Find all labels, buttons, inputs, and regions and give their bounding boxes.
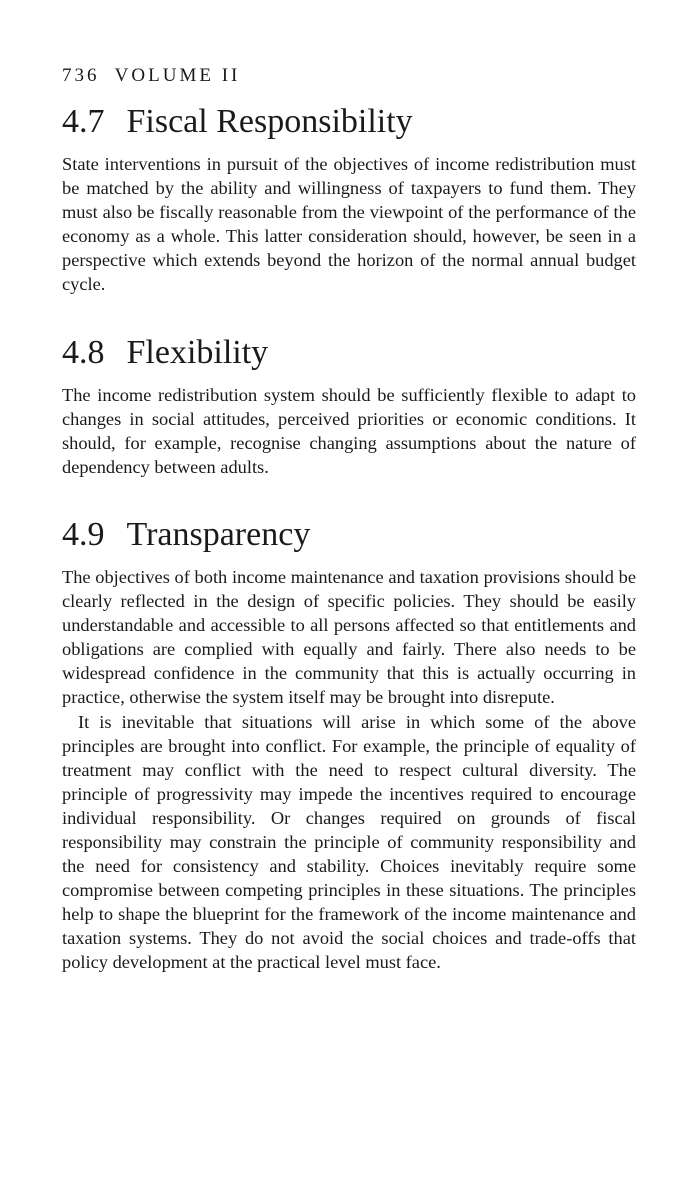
paragraph: The objectives of both income maintenance and taxation provisions should be clearly reflected in the design of specific policies. They should be easily understandable and accessible to all persons affected so that entitlements and obligations are complied with equally and fairly. There also needs to be widespread confidence in the community that this is actually occurring in practice, otherwise the system itself may be brought into disrepute. <box>62 566 636 708</box>
section-title: Transparency <box>126 515 311 553</box>
page-number: 736 <box>62 65 100 86</box>
section-heading <box>62 515 636 555</box>
paragraph: State interventions in pursuit of the objectives of income redistribution must be matched by the ability and willingness of taxpayers to fund them. They must also be fiscally reasonable from the viewpoint of the performance of the economy as a whole. This latter consideration should, however, be seen in a perspective which extends beyond the horizon of the normal annual budget cycle. <box>62 154 636 295</box>
volume-label: VOLUME II <box>114 65 241 86</box>
section-number: 4.7 <box>62 103 105 140</box>
section-title: Flexibility <box>126 333 269 371</box>
paragraph: The income redistribution system should be sufficiently flexible to adapt to changes in social attitudes, perceived priorities or economic conditions. It should, for example, recognise changing assumptions about the nature of dependency between adults. <box>62 384 636 477</box>
section-heading <box>62 102 636 142</box>
running-head <box>62 64 636 88</box>
section-title: Fiscal Responsibility <box>126 103 413 140</box>
section-fiscal-responsibility <box>62 102 636 297</box>
document-page <box>62 64 636 975</box>
section-heading <box>62 333 636 373</box>
section-number: 4.9 <box>62 515 105 553</box>
section-transparency <box>62 515 636 975</box>
paragraph: It is inevitable that situations will arise in which some of the above principles are brought into conflict. For example, the principle of equality of treatment may conflict with the need to respect cultural diversity. The principle of progressivity may impede the incentives required to encourage individual responsibility. Or changes required on grounds of fiscal responsibility may constrain the principle of community responsibility and the need for consistency and stability. Choices inevitably require some compromise between competing principles in these situations. The principles help to shape the blueprint for the framework of the income maintenance and taxation systems. They do not avoid the social choices and trade-offs that policy development at the practical level must face. <box>62 711 636 973</box>
section-flexibility <box>62 333 636 479</box>
section-number: 4.8 <box>62 333 105 371</box>
